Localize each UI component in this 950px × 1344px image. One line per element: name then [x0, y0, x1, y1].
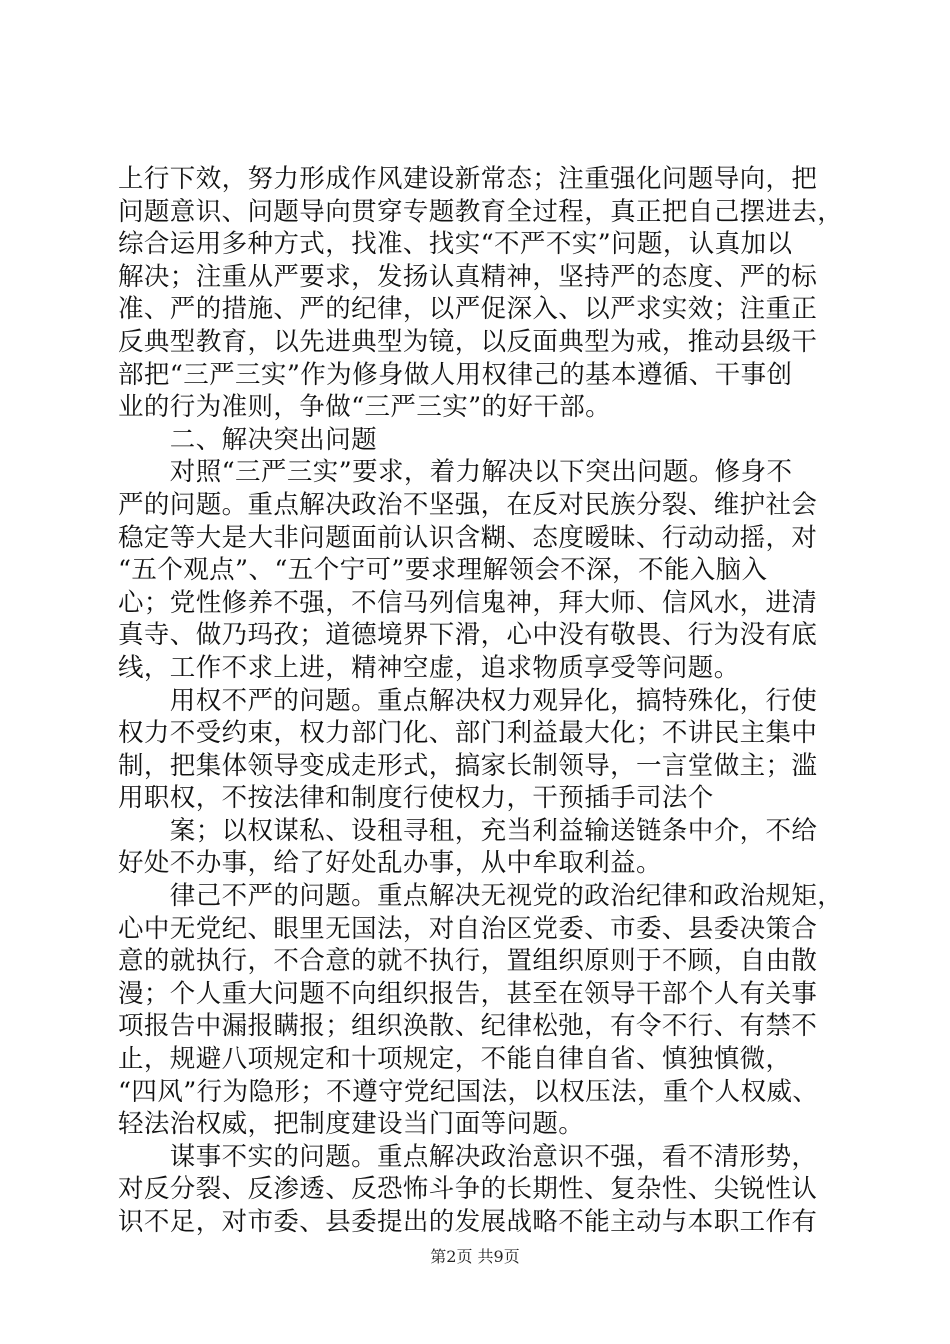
text-line: 用权不严的问题。重点解决权力观异化，搞特殊化，行使 [118, 685, 818, 716]
text-line: 用职权，不按法律和制度行使权力，干预插手司法个 [118, 783, 714, 814]
text-line: 稳定等大是大非问题面前认识含糊、态度暧昧、行动动摇，对 [118, 522, 818, 553]
text-line: “五个观点”、“五个宁可”要求理解领会不深，不能入脑入 [118, 555, 768, 586]
text-line: 真寺、做乃玛孜；道德境界下滑，心中没有敬畏、行为没有底 [118, 620, 818, 651]
text-line: 问题意识、问题导向贯穿专题教育全过程，真正把自己摆进去， [118, 196, 844, 227]
text-line: 漫；个人重大问题不向组织报告，甚至在领导干部个人有关事 [118, 978, 818, 1009]
text-line: 对照“三严三实”要求，着力解决以下突出问题。修身不 [118, 457, 793, 488]
page-number-footer: 第2页 共9页 [430, 1247, 520, 1266]
text-line: 对反分裂、反渗透、反恐怖斗争的长期性、复杂性、尖锐性认 [118, 1174, 818, 1205]
text-line: 准、严的措施、严的纪律，以严促深入、以严求实效；注重正 [118, 294, 818, 325]
text-line: 律己不严的问题。重点解决无视党的政治纪律和政治规矩， [118, 881, 844, 912]
text-line: “四风”行为隐形；不遵守党纪国法，以权压法，重个人权威、 [118, 1076, 819, 1107]
section-heading: 二、解决突出问题 [118, 424, 378, 455]
text-line: 止，规避八项规定和十项规定，不能自律自省、慎独慎微， [118, 1044, 792, 1075]
text-line: 综合运用多种方式，找准、找实“不严不实”问题，认真加以 [118, 229, 793, 260]
text-line: 轻法治权威，把制度建设当门面等问题。 [118, 1109, 585, 1140]
text-line: 识不足，对市委、县委提出的发展战略不能主动与本职工作有 [118, 1207, 818, 1237]
text-line: 谋事不实的问题。重点解决政治意识不强，看不清形势， [118, 1141, 818, 1172]
text-line: 反典型教育，以先进典型为镜，以反面典型为戒，推动县级干 [118, 326, 818, 357]
text-line: 心；党性修养不强，不信马列信鬼神，拜大师、信风水，进清 [118, 587, 818, 618]
text-line: 部把“三严三实”作为修身做人用权律己的基本遵循、干事创 [118, 359, 793, 390]
text-line: 业的行为准则，争做“三严三实”的好干部。 [118, 392, 612, 423]
text-line: 制，把集体领导变成走形式，搞家长制领导，一言堂做主；滥 [118, 750, 818, 781]
document-body [118, 163, 844, 1239]
text-line: 权力不受约束，权力部门化、部门利益最大化；不讲民主集中 [118, 718, 818, 749]
text-line: 线，工作不求上进，精神空虚，追求物质享受等问题。 [118, 652, 740, 683]
text-line: 意的就执行，不合意的就不执行，置组织原则于不顾，自由散 [118, 946, 818, 977]
text-line: 好处不办事，给了好处乱办事，从中牟取利益。 [118, 848, 662, 879]
text-line: 解决；注重从严要求，发扬认真精神，坚持严的态度、严的标 [118, 261, 818, 292]
text-line: 严的问题。重点解决政治不坚强，在反对民族分裂、维护社会 [118, 489, 818, 520]
text-line: 项报告中漏报瞒报；组织涣散、纪律松弛，有令不行、有禁不 [118, 1011, 818, 1042]
text-line: 案；以权谋私、设租寻租，充当利益输送链条中介，不给 [118, 815, 818, 846]
text-line: 心中无党纪、眼里无国法，对自治区党委、市委、县委决策合 [118, 913, 818, 944]
text-line: 上行下效，努力形成作风建设新常态；注重强化问题导向，把 [118, 164, 818, 194]
